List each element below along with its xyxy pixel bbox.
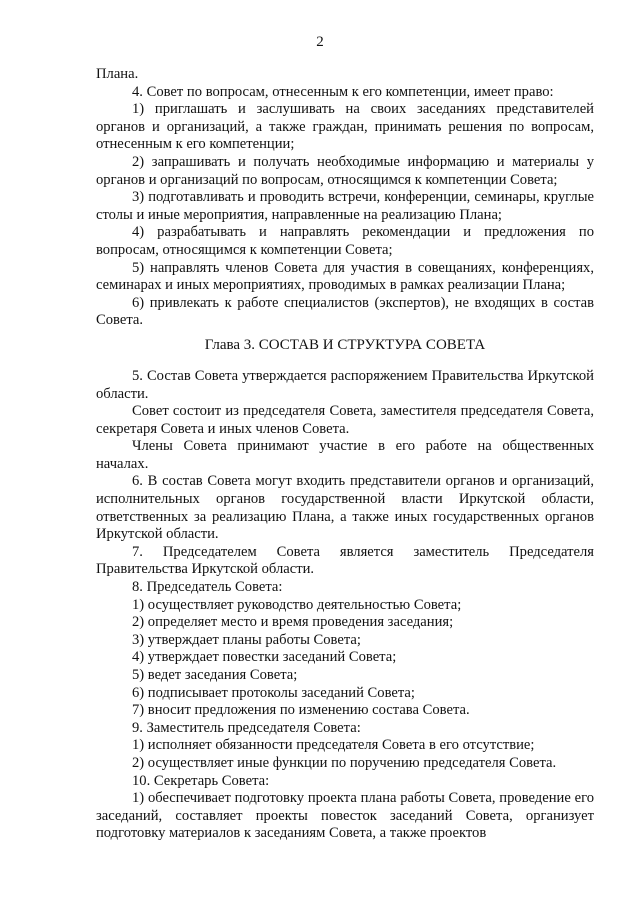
paragraph: 7) вносит предложения по изменению состава Совета.: [132, 702, 470, 719]
paragraph: 10. Секретарь Совета:: [132, 772, 270, 789]
paragraph: 3) подготавливать и проводить встречи, конференции, семинары, круглые столы и иные мероприятия, направленные на реализацию Плана;: [96, 189, 594, 223]
paragraph: 7. Председателем Совета является заместитель Председателя Правительства Иркутской области.: [96, 543, 594, 578]
paragraph: 6) привлекать к работе специалистов (экспертов), не входящих в состав Совета.: [96, 294, 594, 329]
paragraph: 2) запрашивать и получать необходимые информацию и материалы у органов и организаций по вопросам, относящимся к компетенции Совета;: [96, 153, 594, 188]
paragraph: 6. В состав Совета могут входить представители органов и организаций, исполнительных органов государственной власти Иркутской области, ответственных за реализацию Плана, а также иных государственных органов Иркутской области.: [96, 473, 594, 543]
paragraph: 1) обеспечивает подготовку проекта плана работы Совета, проведение его заседаний, составляет проекты повесток заседаний Совета, организует подготовку материалов к заседаниям Совета, а также проектов: [96, 790, 594, 842]
paragraph: 1) приглашать и заслушивать на своих заседаниях представителей органов и организаций, а также граждан, принимать решения по вопросам, отнесенным к его компетенции;: [96, 101, 594, 153]
paragraph: 1) исполняет обязанности председателя Совета в его отсутствие;: [132, 737, 535, 754]
paragraph: 9. Заместитель председателя Совета:: [132, 719, 361, 736]
page-number: 2: [316, 34, 324, 50]
paragraph: 6) подписывает протоколы заседаний Совета;: [132, 684, 415, 701]
paragraph: 2) осуществляет иные функции по поручению председателя Совета.: [132, 754, 557, 771]
paragraph: 8. Председатель Совета:: [132, 579, 283, 596]
paragraph: 2) определяет место и время проведения заседания;: [132, 614, 454, 631]
paragraph: Совет состоит из председателя Совета, заместителя председателя Совета, секретаря Совета и иных членов Совета.: [96, 403, 594, 437]
document-body: [96, 66, 594, 843]
paragraph: 5) ведет заседания Совета;: [132, 667, 298, 683]
paragraph: 3) утверждает планы работы Совета;: [132, 631, 361, 648]
paragraph: 1) осуществляет руководство деятельностью Совета;: [132, 596, 462, 613]
chapter-heading: Глава 3. СОСТАВ И СТРУКТУРА СОВЕТА: [204, 336, 486, 353]
paragraph: Члены Совета принимают участие в его работе на общественных началах.: [96, 438, 594, 472]
paragraph: Плана.: [96, 66, 139, 82]
paragraph: 4) утверждает повестки заседаний Совета;: [132, 649, 397, 666]
paragraph: 5) направлять членов Совета для участия в совещаниях, конференциях, семинарах и иных мероприятиях, проводимых в рамках реализации Плана;: [96, 259, 594, 294]
paragraph: 4. Совет по вопросам, отнесенным к его компетенции, имеет право:: [132, 83, 554, 100]
paragraph: 4) разрабатывать и направлять рекомендации и предложения по вопросам, относящимся к компетенции Совета;: [96, 224, 594, 258]
paragraph: 5. Состав Совета утверждается распоряжением Правительства Иркутской области.: [96, 367, 594, 402]
